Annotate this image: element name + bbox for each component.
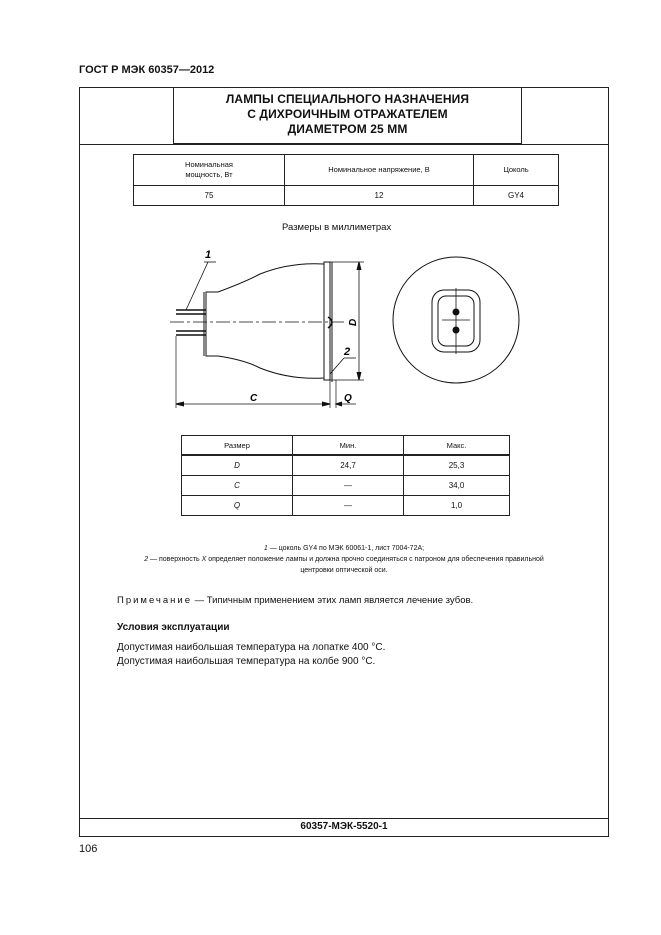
cell-dim: C <box>182 476 293 496</box>
operating-line-1: Допустимая наибольшая температура на лопатке 400 °С. <box>117 642 386 653</box>
sheet-code: 60357-МЭК-5520-1 <box>300 821 388 832</box>
header-base: Цоколь <box>474 155 559 186</box>
footer-divider <box>79 818 609 819</box>
table-header-row <box>182 436 510 456</box>
table-row <box>134 186 559 206</box>
label-d: D <box>348 318 359 326</box>
callout-1: 1 <box>205 249 212 261</box>
title-line-1: ЛАМПЫ СПЕЦИАЛЬНОГО НАЗНАЧЕНИЯ <box>225 92 470 106</box>
title-divider <box>79 144 609 145</box>
header-size: Размер <box>182 436 293 456</box>
title-line-3: ДИАМЕТРОМ 25 ММ <box>287 122 408 136</box>
title-line-2: С ДИХРОИЧНЫМ ОТРАЖАТЕЛЕМ <box>247 107 448 121</box>
cell-base: GY4 <box>474 186 559 206</box>
footnote-2-cont: центровки оптической оси. <box>300 567 388 574</box>
cell-voltage: 12 <box>285 186 474 206</box>
front-plate <box>324 262 330 380</box>
note-text: — Типичным применением этих ламп является лечение зубов. <box>192 595 474 606</box>
header-voltage: Номинальное напряжение, В <box>285 155 474 186</box>
ratings-table <box>133 154 559 206</box>
header-max: Макс. <box>404 436 510 456</box>
note <box>117 595 473 606</box>
cell-power: 75 <box>134 186 285 206</box>
cell-dim: D <box>182 455 293 476</box>
standard-header: ГОСТ Р МЭК 60357—2012 <box>79 64 215 76</box>
footnote-1: 1 — цоколь GY4 по МЭК 60061-1, лист 7004-72А; <box>263 545 425 552</box>
table-row <box>182 496 510 516</box>
operating-heading: Условия эксплуатации <box>117 622 230 633</box>
cell-max: 25,3 <box>404 455 510 476</box>
table-header-row <box>134 155 559 186</box>
cell-min: — <box>293 476 404 496</box>
callout-2: 2 <box>344 346 351 358</box>
label-q: Q <box>344 393 352 404</box>
dimensions-caption: Размеры в миллиметрах <box>282 222 392 233</box>
page-number: 106 <box>79 843 98 855</box>
cell-max: 34,0 <box>404 476 510 496</box>
cell-max: 1,0 <box>404 496 510 516</box>
header-power: Номинальная мощность, Вт <box>134 155 285 186</box>
lamp-drawing <box>160 240 540 420</box>
operating-line-2: Допустимая наибольшая температура на колбе 900 °С. <box>117 656 376 667</box>
cell-dim: Q <box>182 496 293 516</box>
reflector-outline <box>206 264 324 379</box>
title-box <box>173 87 522 144</box>
cell-min: — <box>293 496 404 516</box>
table-row <box>182 455 510 476</box>
dimensions-table <box>181 435 510 516</box>
table-row <box>182 476 510 496</box>
footnote-2: 2 — поверхность X определяет положение лампы и должна прочно соединяться с патроном для обеспечения правильной <box>144 556 544 563</box>
footnotes <box>84 543 604 576</box>
label-c: C <box>250 393 258 404</box>
cell-min: 24,7 <box>293 455 404 476</box>
note-label: Примечание <box>117 595 192 606</box>
header-min: Мин. <box>293 436 404 456</box>
